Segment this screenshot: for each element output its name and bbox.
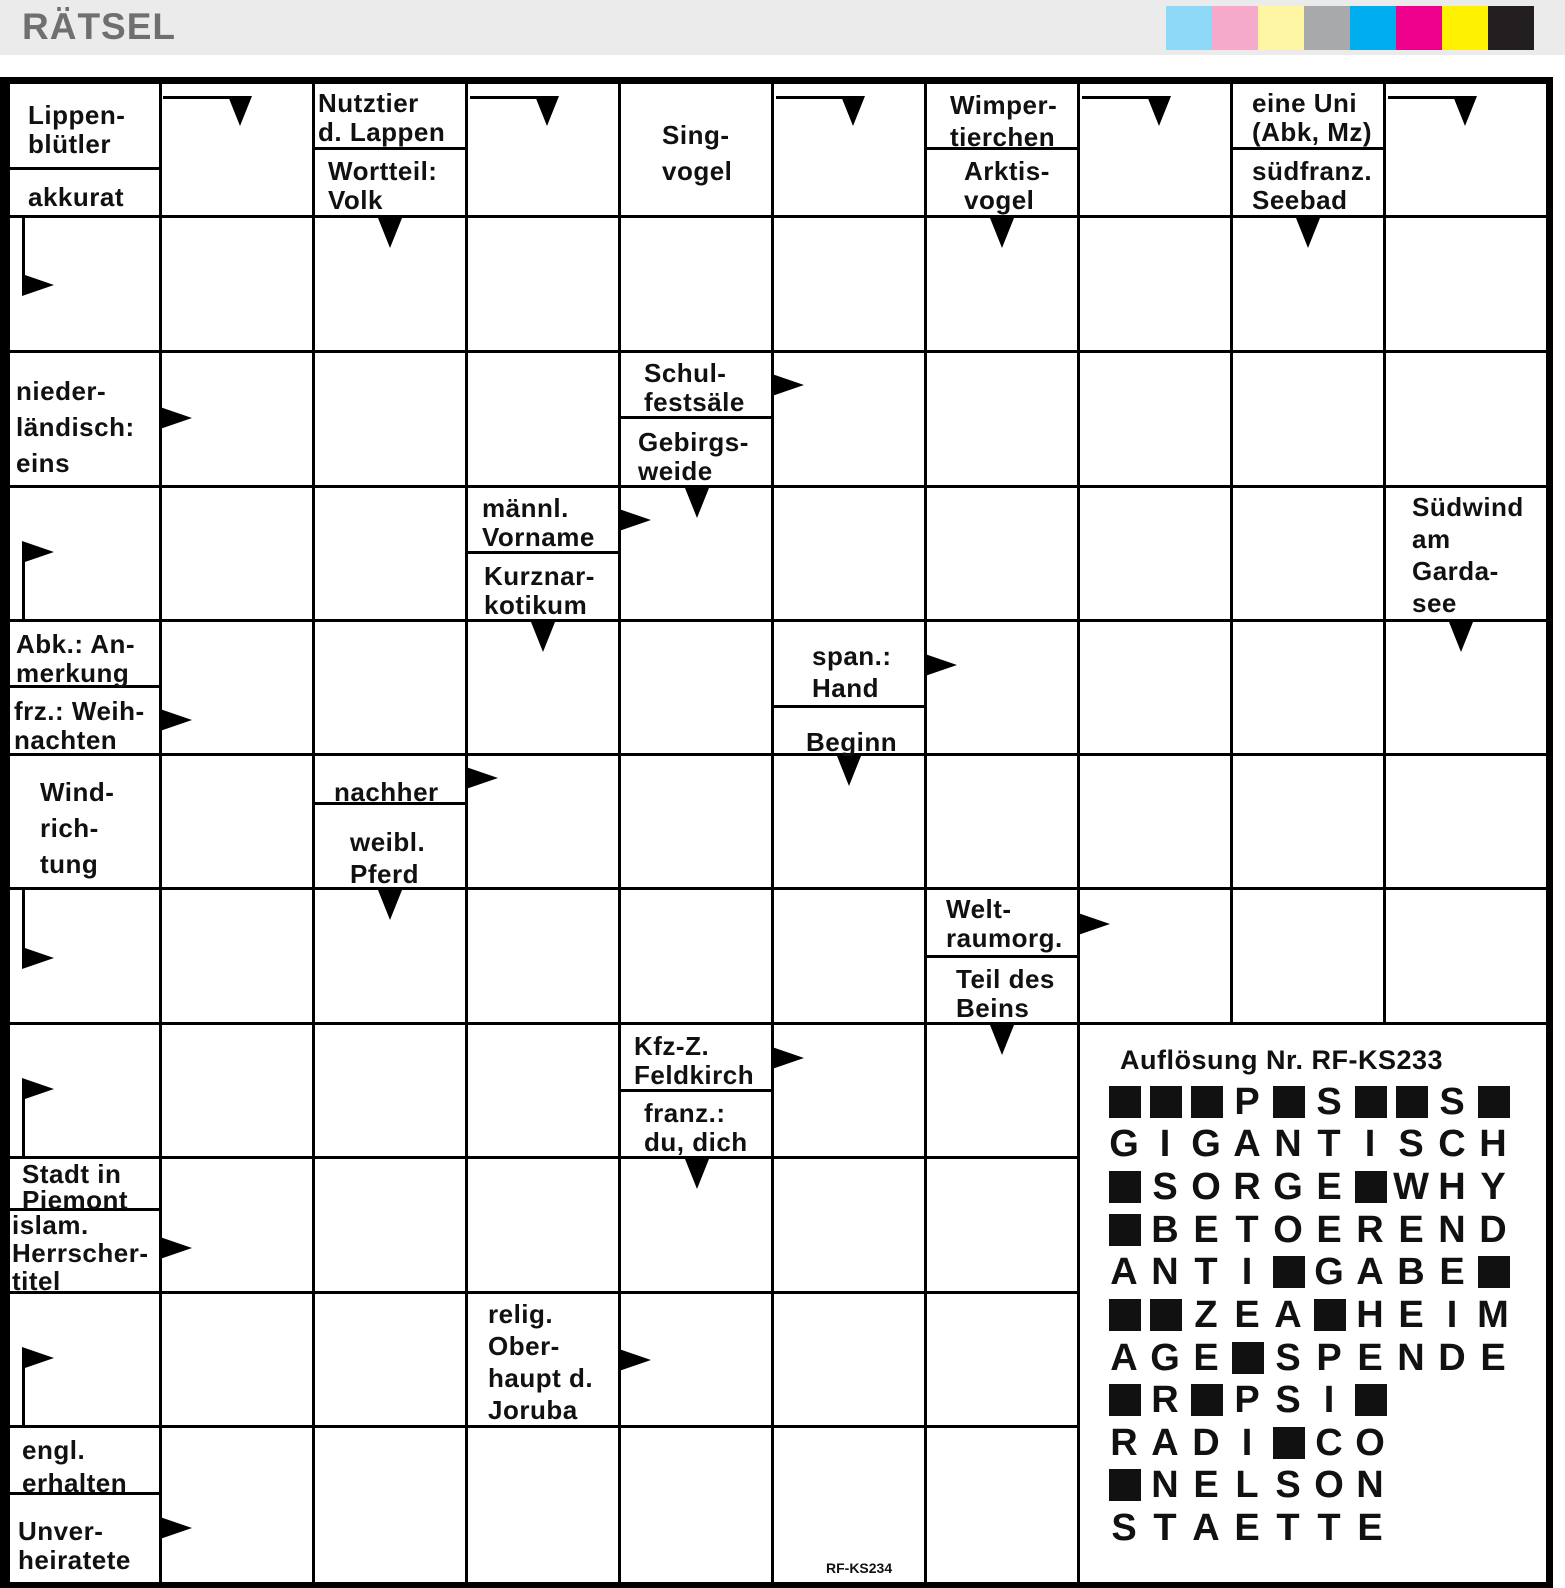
solution-letter: L [1235,1464,1259,1506]
solution-letter: H [1438,1166,1466,1208]
arrow-right-icon [160,1517,192,1539]
solution-black-cell [1106,1465,1142,1505]
clue-text: Lippen- blütler [28,100,126,159]
solution-letter: E [1316,1166,1342,1208]
clue-text: Wimper- tierchen [950,90,1058,152]
clue-text: nieder- ländisch: eins [16,376,135,478]
color-swatch [1258,6,1304,50]
solution-letter: P [1234,1081,1260,1123]
arrow-right-icon [619,1349,651,1371]
arrow-down-icon [535,96,559,126]
solution-black-cell [1270,1423,1306,1463]
grid-line [10,753,1546,756]
clue-text: Arktis- vogel [964,156,1050,215]
clue-text: Südwind am Garda- see [1412,492,1524,618]
arrow-right-icon [772,374,804,396]
solution-black-cell [1147,1082,1183,1122]
grid-line [10,1291,1078,1294]
arrow-down-icon [1296,218,1320,248]
solution-letter: O [1273,1209,1303,1251]
solution-letter: A [1151,1422,1179,1464]
arrow-down-icon [990,218,1014,248]
solution-letter: E [1234,1294,1260,1336]
solution-letter: G [1314,1251,1344,1293]
solution-letter: S [1111,1507,1137,1549]
solution-black-cell [1106,1295,1142,1335]
arrow-right-icon [619,509,651,531]
puzzle-code: RF-KS234 [826,1560,893,1576]
arrow-down-icon [1453,96,1477,126]
solution-black-cell [1475,1082,1511,1122]
solution-letter: D [1479,1209,1507,1251]
header-bar [0,0,1565,55]
grid-line [1077,84,1080,1582]
clue-text: männl. Vorname [482,493,595,552]
solution-black-cell [1188,1082,1224,1122]
clue-text: Kfz-Z. Feldkirch [634,1031,755,1090]
solution-black-cell [1106,1082,1142,1122]
solution-letter: S [1275,1379,1301,1421]
color-swatch [1304,6,1350,50]
color-swatch [1396,6,1442,50]
solution-black-cell [1352,1380,1388,1420]
solution-black-cell [1106,1167,1142,1207]
cell-divider [1231,147,1384,150]
clue-text: Nutztier d. Lappen [318,88,446,147]
arrow-down-icon [837,756,861,786]
solution-letter: N [1356,1464,1384,1506]
solution-letter: T [1317,1507,1341,1549]
clue-text: islam. Herrscher- titel [12,1210,149,1296]
solution-letter: N [1438,1209,1466,1251]
solution-letter: N [1151,1251,1179,1293]
clue-text: Unver- heiratete [18,1516,131,1575]
solution-letter: B [1151,1209,1179,1251]
solution-black-cell [1270,1082,1306,1122]
solution-letter: R [1110,1422,1138,1464]
clue-text: Welt- raumorg. [946,894,1063,953]
solution-black-cell [1229,1338,1265,1378]
cell-divider [10,167,160,170]
cell-divider [772,705,925,708]
solution-letter: E [1316,1209,1342,1251]
solution-letter: A [1192,1507,1220,1549]
solution-black-cell [1393,1082,1429,1122]
solution-letter: T [1317,1123,1341,1165]
arrow-right-icon [22,541,54,563]
arrow-right-icon [925,654,957,676]
grid-line [10,619,1546,622]
solution-letter: G [1109,1123,1139,1165]
solution-letter: E [1398,1209,1424,1251]
page-title: RÄTSEL [22,6,176,47]
solution-letter: D [1192,1422,1220,1464]
arrow-right-icon [22,274,54,296]
clue-text: Teil des Beins [956,964,1055,1023]
grid-line [159,84,162,1582]
solution-letter: E [1193,1337,1219,1379]
grid-line [10,350,1546,353]
solution-letter: O [1191,1166,1221,1208]
solution-letter: G [1273,1166,1303,1208]
solution-letter: A [1233,1123,1261,1165]
solution-letter: G [1150,1337,1180,1379]
clue-text: akkurat [28,182,124,212]
arrow-down-icon [685,1159,709,1189]
solution-letter: E [1234,1507,1260,1549]
solution-letter: I [1241,1422,1253,1464]
color-swatch [1212,6,1258,50]
solution-letter: I [1323,1379,1335,1421]
clue-text: engl. erhalten [22,1435,128,1498]
solution-letter: A [1110,1337,1138,1379]
solution-letter: S [1275,1464,1301,1506]
solution-title: Auflösung Nr. RF-KS233 [1120,1045,1444,1075]
solution-letter: I [1159,1123,1171,1165]
solution-letter: T [1235,1209,1259,1251]
arrow-right-icon [160,407,192,429]
arrow-right-icon [1078,913,1110,935]
solution-letter: S [1398,1123,1424,1165]
solution-black-cell [1311,1295,1347,1335]
grid-line [312,84,315,1582]
grid-line [1383,84,1386,1023]
solution-letter: E [1357,1507,1383,1549]
solution-letter: I [1446,1294,1458,1336]
solution-letter: S [1316,1081,1342,1123]
solution-black-cell [1270,1252,1306,1292]
solution-letter: S [1275,1337,1301,1379]
solution-letter: R [1356,1209,1384,1251]
solution-black-cell [1352,1167,1388,1207]
arrow-down-icon [378,890,402,920]
arrow-right-icon [22,947,54,969]
solution-black-cell [1106,1380,1142,1420]
solution-black-cell [1352,1082,1388,1122]
solution-black-cell [1188,1380,1224,1420]
solution-letter: T [1153,1507,1177,1549]
arrow-down-icon [228,96,252,126]
solution-letter: I [1364,1123,1376,1165]
cell-divider [313,147,466,150]
clue-text: Stadt in Piemont [22,1159,129,1215]
solution-letter: R [1151,1379,1179,1421]
arrow-right-icon [22,1347,54,1369]
solution-letter: E [1193,1464,1219,1506]
solution-letter: E [1480,1337,1506,1379]
solution-letter: P [1234,1379,1260,1421]
solution-letter: E [1439,1251,1465,1293]
solution-letter: W [1393,1166,1429,1208]
clue-text: Beginn [806,727,898,757]
solution-black-cell [1475,1252,1511,1292]
solution-letter: N [1397,1337,1425,1379]
solution-letter: H [1356,1294,1384,1336]
solution-letter: Y [1480,1166,1506,1208]
clue-text: weibl. Pferd [350,827,426,889]
solution-letter: E [1193,1209,1219,1251]
solution-letter: S [1152,1166,1178,1208]
solution-letter: M [1477,1294,1509,1336]
clue-text: Schul- festsäle [644,358,745,417]
arrow-down-icon [1147,96,1171,126]
clue-text: eine Uni (Abk, Mz) [1252,88,1373,147]
solution-black-cell [1147,1295,1183,1335]
solution-letter: O [1314,1464,1344,1506]
solution-letter: D [1438,1337,1466,1379]
solution-letter: S [1439,1081,1465,1123]
arrow-down-icon [1449,622,1473,652]
arrow-right-icon [772,1047,804,1069]
grid-line [1230,84,1233,1023]
color-swatch [1442,6,1488,50]
clue-text: nachher [334,777,439,807]
grid-line [10,1022,1546,1025]
solution-letter: O [1355,1422,1385,1464]
solution-letter: H [1479,1123,1507,1165]
clue-text: südfranz. Seebad [1252,156,1373,215]
solution-letter: T [1194,1251,1218,1293]
solution-letter: A [1110,1251,1138,1293]
solution-letter: E [1398,1294,1424,1336]
arrow-down-icon [685,488,709,518]
color-swatch [1488,6,1534,50]
clue-text: Wortteil: Volk [328,156,438,215]
solution-letter: N [1151,1464,1179,1506]
arrow-right-icon [22,1078,54,1100]
solution-letter: P [1316,1337,1342,1379]
solution-letter: R [1233,1166,1261,1208]
color-swatch [1350,6,1396,50]
solution-letter: T [1276,1507,1300,1549]
arrow-down-icon [990,1025,1014,1055]
clue-text: Wind- rich- tung [40,777,115,879]
clue-text: relig. Ober- haupt d. Joruba [488,1299,594,1425]
solution-letter: Z [1194,1294,1218,1336]
arrow-down-icon [841,96,865,126]
grid-line [10,1156,1078,1159]
solution-letter: I [1241,1251,1253,1293]
grid-line [10,887,1546,890]
solution-letter: G [1191,1123,1221,1165]
grid-line [465,84,468,1582]
arrow-down-icon [531,622,555,652]
solution-letter: N [1274,1123,1302,1165]
clue-text: frz.: Weih- nachten [14,696,145,755]
clue-text: span.: Hand [812,641,892,703]
solution-letter: C [1315,1422,1343,1464]
arrow-down-icon [378,218,402,248]
clue-text: Sing- vogel [662,120,733,186]
grid-line [924,84,927,1582]
solution-letter: A [1356,1251,1384,1293]
grid-line [10,485,1546,488]
solution-letter: B [1397,1251,1425,1293]
arrow-right-icon [160,709,192,731]
arrow-right-icon [160,1237,192,1259]
color-swatch [1166,6,1212,50]
clue-text: Gebirgs- weide [638,427,749,486]
solution-letter: E [1357,1337,1383,1379]
clue-text: Abk.: An- merkung [16,629,136,688]
arrow-right-icon [466,767,498,789]
cell-divider [925,955,1078,958]
grid-line [771,84,774,1582]
clue-text: Kurznar- kotikum [484,561,595,620]
solution-letter: A [1274,1294,1302,1336]
clue-text: franz.: du, dich [644,1098,748,1157]
solution-black-cell [1106,1210,1142,1250]
solution-letter: C [1438,1123,1466,1165]
